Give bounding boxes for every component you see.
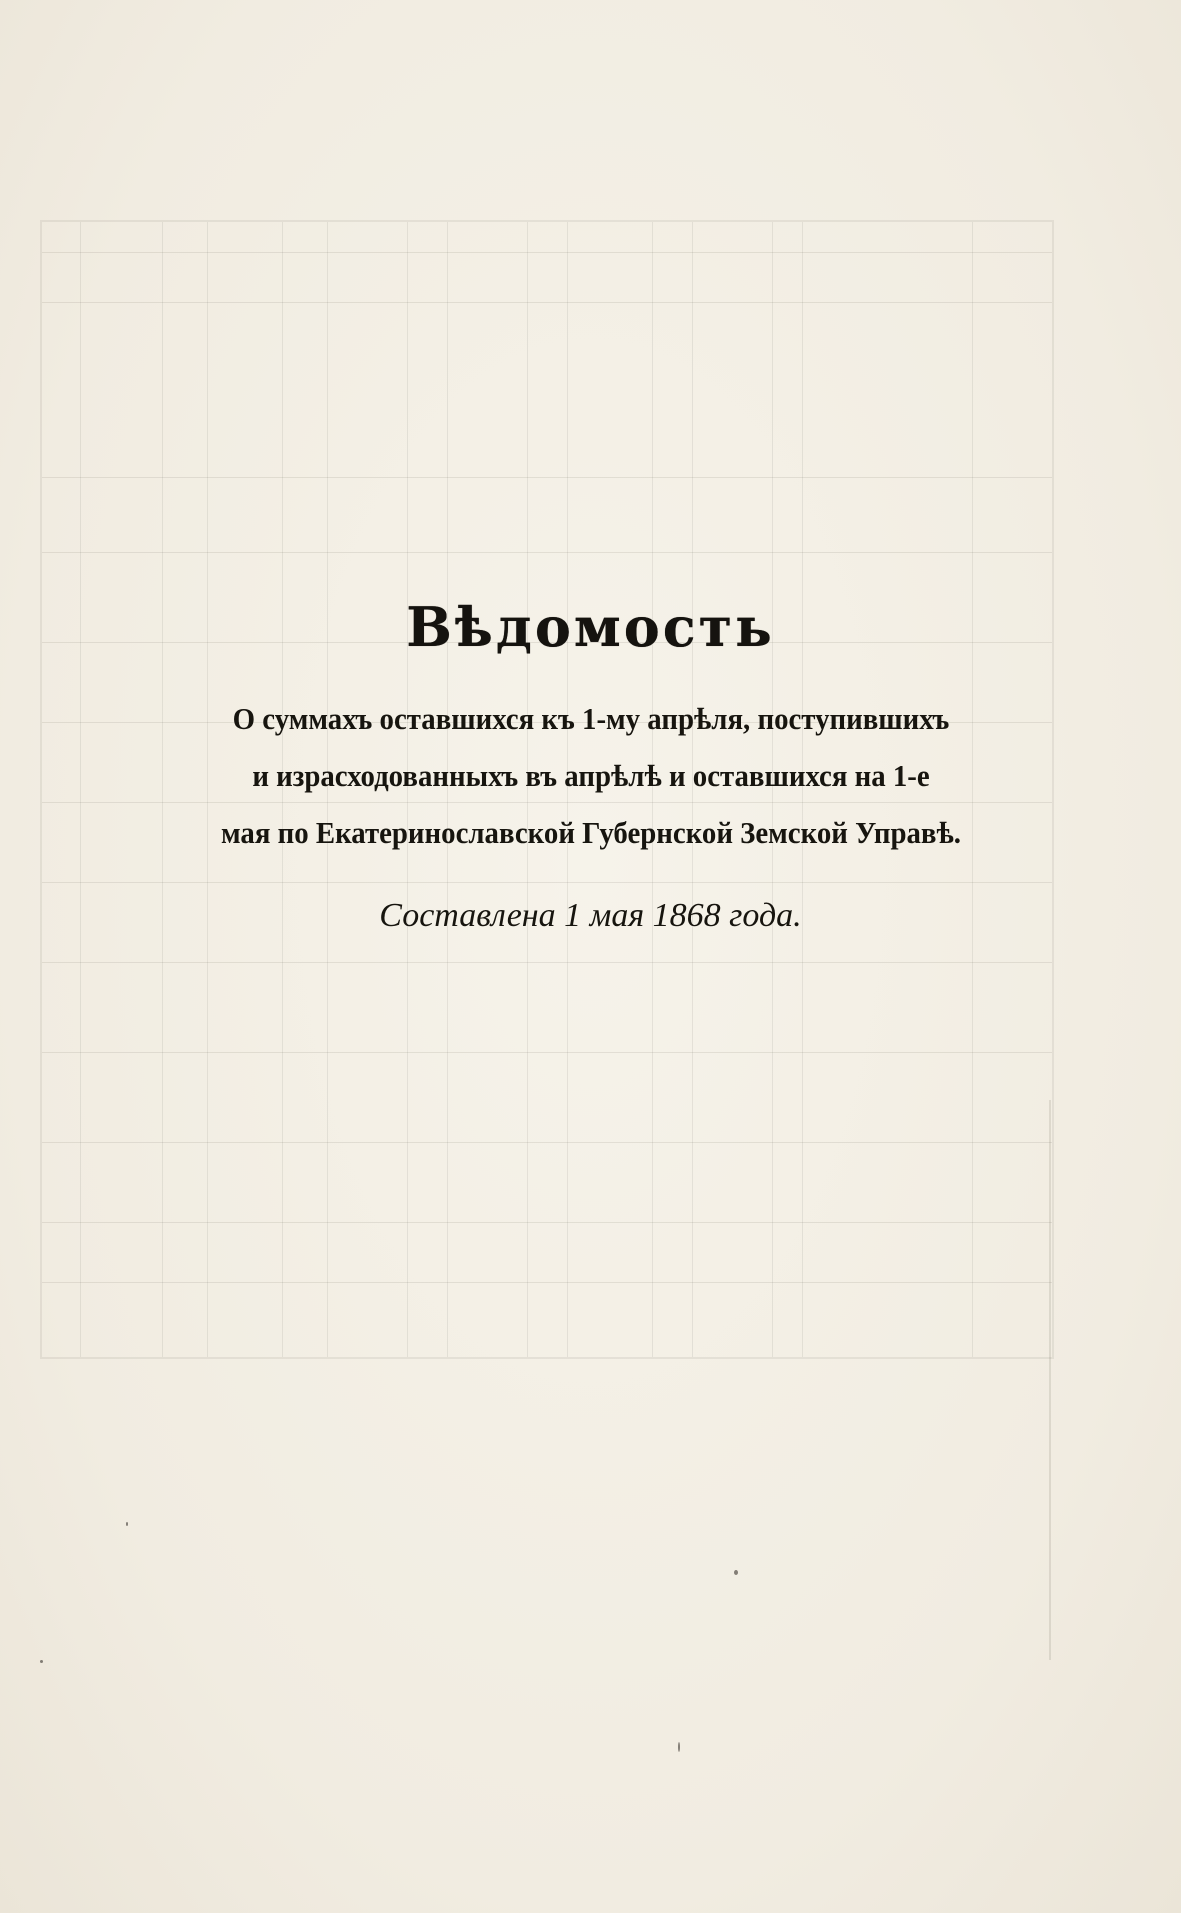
compiled-date-note: Составлена 1 мая 1868 года. xyxy=(379,897,802,934)
document-title-text: Вѣдомость xyxy=(406,595,775,659)
bleed-through-rule xyxy=(1049,1100,1051,1660)
document-title xyxy=(0,595,1181,659)
description-line-3: мая по Екатеринославской Губернской Земской Управѣ. xyxy=(220,815,961,850)
document-content xyxy=(0,595,1181,935)
dust-speck xyxy=(678,1742,680,1752)
dust-speck xyxy=(734,1570,738,1575)
document-description xyxy=(141,690,1041,861)
dust-speck xyxy=(126,1522,128,1526)
description-line-1: О суммахъ оставшихся къ 1-му апрѣля, поступившихъ xyxy=(232,701,949,736)
description-line-2: и израсходованныхъ въ апрѣлѣ и оставшихся на 1-е xyxy=(251,758,930,793)
dust-speck xyxy=(40,1660,43,1663)
